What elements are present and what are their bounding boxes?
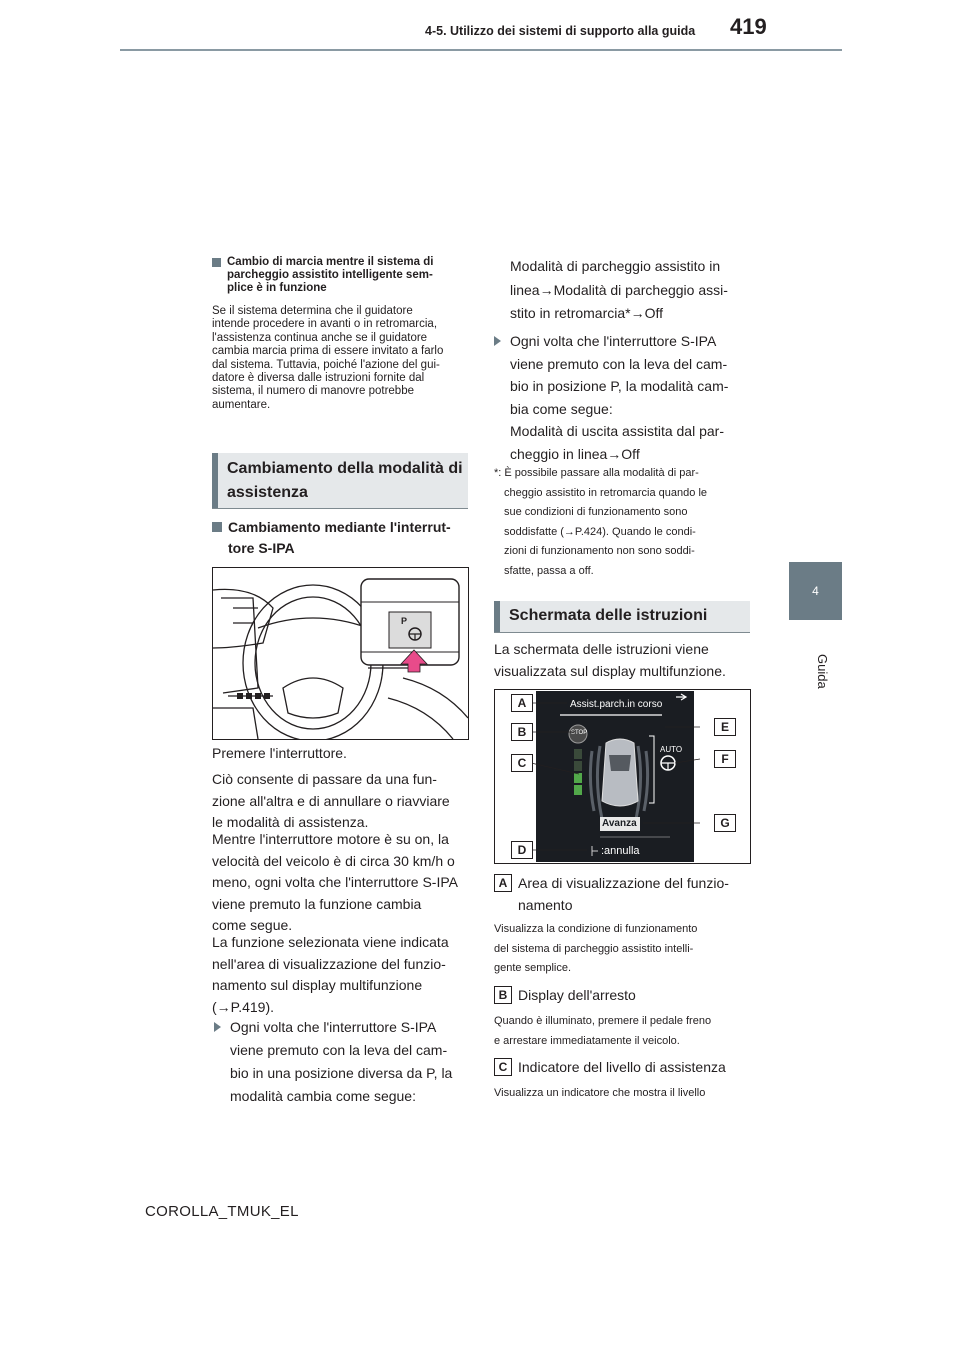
line: zioni di funzionamento non sono soddi-: [504, 545, 695, 557]
letter-box-c: C: [494, 1058, 512, 1076]
triangle-bullet-icon: [494, 336, 501, 346]
multifunction-display-illustration: [494, 689, 751, 864]
stop-indicator: STOP: [571, 730, 588, 736]
item-a: [494, 872, 756, 916]
line: Cambio di marcia mentre il sistema di: [227, 256, 434, 268]
line: l'assistenza continua anche se il guidatore: [212, 331, 428, 344]
paragraph-press-switch: Premere l'interruttore.: [212, 745, 347, 761]
line: plice è in funzione: [227, 282, 327, 294]
line: Ciò consente di passare da una fun-: [212, 771, 437, 787]
item-c-description: [494, 1084, 756, 1104]
callout-a: A: [511, 694, 533, 712]
square-bullet-icon: [212, 522, 222, 532]
auto-label: AUTO: [660, 745, 683, 754]
triangle-bullet-icon: [214, 1022, 221, 1032]
callout-lines: [495, 690, 750, 863]
line: Se il sistema determina che il guidatore: [212, 305, 413, 317]
callout-b: B: [511, 723, 533, 741]
line: datore è diversa dalle istruzioni fornite dal: [212, 372, 425, 385]
document-code: COROLLA_TMUK_EL: [145, 1203, 299, 1220]
arrow-item-p: [494, 330, 756, 465]
mode-sequence-continued: [510, 255, 770, 326]
line: Modalità di uscita assistita dal par-: [510, 423, 724, 439]
section-heading-line: Schermata delle istruzioni: [509, 607, 708, 624]
line: La schermata delle istruzioni viene: [494, 641, 709, 657]
line: namento sul display multifunzione: [212, 977, 423, 993]
page-number: 419: [730, 14, 767, 39]
chapter-tab-label-text: Guida: [815, 654, 830, 689]
p-label: P: [401, 616, 408, 626]
square-bullet-icon: [212, 258, 221, 267]
line: sfatte, passa a off.: [504, 564, 594, 577]
section-bar: [494, 601, 500, 632]
line: Cambiamento mediante l'interrut-: [228, 519, 451, 535]
section-bar: [212, 453, 218, 508]
line: gente semplice.: [494, 962, 572, 974]
line: bio in posizione P, la modalità cam-: [510, 378, 729, 394]
line: bio in una posizione diversa da P, la: [230, 1065, 453, 1081]
letter-box-a: A: [494, 874, 512, 892]
letter-box-b: B: [494, 986, 512, 1004]
item-b: [494, 984, 756, 1006]
line: dal sistema. Tuttavia, poiché l'azione del gui-: [212, 358, 440, 371]
line: viene premuto con la leva del cam-: [230, 1042, 448, 1058]
line: come segue.: [212, 917, 293, 933]
line: Mentre l'interruttore motore è su on, la: [212, 831, 449, 847]
callout-e: E: [714, 718, 736, 736]
line: nell'area di visualizzazione del funzio-: [212, 955, 446, 972]
line: stito in retromarcia*→Off: [510, 305, 664, 321]
line: Quando è illuminato, premere il pedale freno: [494, 1015, 712, 1027]
line: Visualizza la condizione di funzionamento: [494, 923, 698, 935]
section-heading-line: assistenza: [227, 484, 308, 501]
line: sistema, il numero di manovre potrebbe: [212, 385, 414, 398]
footnote: [494, 464, 756, 581]
arrow-item-not-p: [214, 1016, 476, 1108]
bullet-heading-sipa-switch: [212, 517, 474, 559]
display-title: Assist.parch.in corso: [570, 699, 663, 710]
line: Indicatore del livello di assistenza: [518, 1059, 726, 1075]
line: le modalità di assistenza.: [212, 814, 369, 830]
line: Ogni volta che l'interruttore S-IPA: [230, 1019, 437, 1035]
line: viene premuto con la leva del cam-: [510, 355, 728, 372]
line: cheggio in linea→Off: [510, 445, 640, 462]
section-heading-assist-mode: [212, 453, 468, 509]
paragraph-switch-function: [212, 769, 477, 834]
line: viene premuto la funzione cambia: [212, 895, 422, 912]
line: soddisfatte (→P.424). Quando le condi-: [504, 525, 696, 538]
paragraph-gear-change: [212, 305, 474, 412]
line: zione all'altra e di annullare o riavviare: [212, 792, 450, 809]
paragraph-function-display: [212, 932, 477, 1018]
line: sue condizioni di funzionamento sono: [504, 506, 688, 518]
line: modalità cambia come segue:: [230, 1088, 416, 1104]
dashboard-drawing: [213, 568, 468, 739]
line: e arrestare immediatamente il veicolo.: [494, 1034, 680, 1047]
item-c: [494, 1056, 756, 1078]
callout-f: F: [714, 750, 736, 768]
line: meno, ogni volta che l'interruttore S-IPA: [212, 874, 458, 890]
paragraph-instruction-screen: [494, 639, 756, 682]
line: Ogni volta che l'interruttore S-IPA: [510, 333, 717, 349]
line: La funzione selezionata viene indicata: [212, 934, 449, 950]
callout-g: G: [714, 814, 736, 832]
line: Display dell'arresto: [518, 987, 636, 1003]
line: aumentare.: [212, 398, 271, 411]
line: parcheggio assistito intelligente sem-: [227, 269, 433, 281]
section-heading-instruction-screen: [494, 601, 750, 633]
line: linea→Modalità di parcheggio assi-: [510, 281, 728, 298]
line: Area di visualizzazione del funzio-: [518, 875, 729, 891]
line: namento: [518, 897, 573, 913]
line: tore S-IPA: [228, 540, 295, 556]
callout-d: D: [511, 841, 533, 859]
avanza-label: Avanza: [602, 818, 637, 829]
line: del sistema di parcheggio assistito intelli-: [494, 942, 694, 955]
line: intende procedere in avanti o in retromarcia,: [212, 318, 438, 331]
line: Visualizza un indicatore che mostra il livello: [494, 1087, 706, 1099]
chapter-tab: 4: [789, 562, 842, 620]
item-b-description: [494, 1012, 756, 1051]
sipa-switch-illustration: [212, 567, 469, 740]
line: cambia marcia prima di essere invitato a farlo: [212, 345, 444, 358]
item-a-description: [494, 920, 756, 979]
line: bia come segue:: [510, 400, 613, 417]
line: velocità del veicolo è di circa 30 km/h o: [212, 852, 455, 869]
bullet-heading-gear-change: [212, 256, 472, 295]
chapter-title: 4-5. Utilizzo dei sistemi di supporto alla guida: [425, 24, 696, 38]
annulla-label: :annulla: [601, 845, 640, 857]
line: visualizzata sul display multifunzione.: [494, 662, 726, 679]
line: *: È possibile passare alla modalità di par-: [494, 467, 699, 479]
line: cheggio assistito in retromarcia quando le: [504, 486, 708, 499]
header-rule: [120, 49, 842, 51]
section-heading-line: Cambiamento della modalità di: [227, 460, 463, 477]
paragraph-speed-condition: [212, 829, 477, 937]
line: Modalità di parcheggio assistito in: [510, 258, 721, 274]
line: (→P.419).: [212, 998, 274, 1015]
callout-c: C: [511, 754, 533, 772]
chapter-tab-label: [800, 632, 830, 692]
